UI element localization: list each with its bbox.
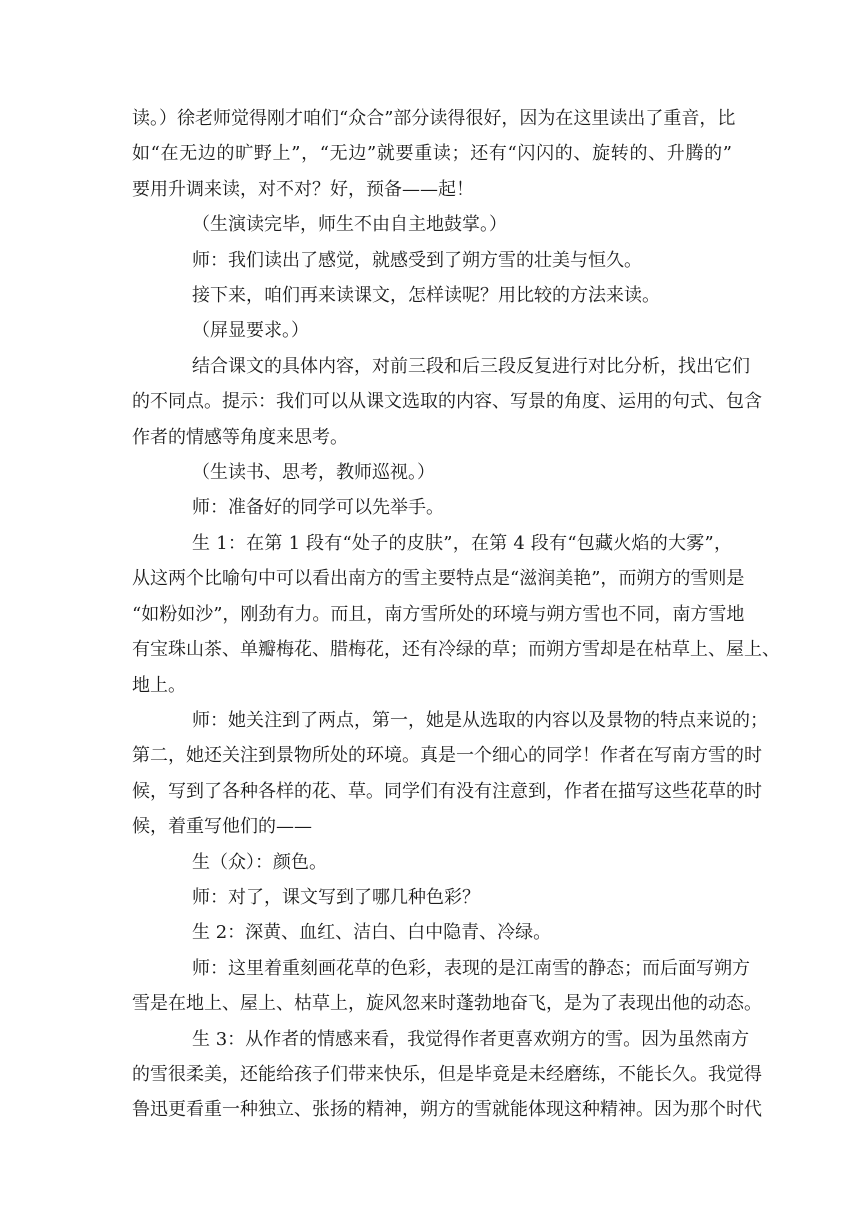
text-line: 如“在无边的旷野上”，“无边”就要重读；还有“闪闪的、旋转的、升腾的” (132, 143, 732, 165)
paragraph (132, 526, 780, 703)
paragraph (132, 207, 732, 242)
text-line: 结合课文的具体内容，对前三段和后三段反复进行对比分析，找出它们 (192, 355, 750, 377)
paragraph (132, 349, 762, 455)
text-line: “如粉如沙”，刚劲有力。而且，南方雪所处的环境与朔方雪也不同，南方雪地 (132, 603, 745, 625)
text-line: 作者的情感等角度来思考。 (132, 426, 348, 448)
paragraph (132, 880, 732, 915)
teacher-line: 师：这里着重刻画花草的色彩，表现的是江南雪的静态；而后面写朔方 (192, 957, 750, 979)
paragraph (132, 313, 732, 348)
paragraph (132, 490, 732, 525)
paragraph (132, 278, 732, 313)
teacher-line: 师：她关注到了两点，第一，她是从选取的内容以及景物的特点来说的； (192, 709, 768, 731)
paragraph (132, 703, 768, 845)
paragraph (132, 1022, 762, 1128)
text-line: 读。）徐老师觉得刚才咱们“众合”部分读得很好，因为在这里读出了重音，比 (132, 108, 736, 129)
text-line: 候，写到了各种各样的花、草。同学们有没有注意到，作者在描写这些花草的时 (132, 780, 762, 802)
student-line: 生 3：从作者的情感来看，我觉得作者更喜欢朔方的雪。因为虽然南方 (192, 1028, 750, 1050)
text-line: 地上。 (132, 674, 186, 696)
teacher-line: 师：对了，课文写到了哪几种色彩？ (192, 886, 480, 908)
text-line: 候，着重写他们的—— (132, 816, 312, 838)
text-line: 的不同点。提示：我们可以从课文选取的内容、写景的角度、运用的句式、包含 (132, 391, 762, 413)
paragraph (132, 915, 732, 950)
paragraph (132, 951, 762, 1022)
text-line: 从这两个比喻句中可以看出南方的雪主要特点是“滋润美艳”，而朔方的雪则是 (132, 568, 745, 590)
text-line: 第二，她还关注到景物所处的环境。真是一个细心的同学！作者在写南方雪的时 (132, 745, 762, 767)
paragraph (132, 243, 732, 278)
student-line: 生 1：在第 1 段有“处子的皮肤”，在第 4 段有“包藏火焰的大雾”， (192, 532, 732, 554)
paragraph (132, 455, 732, 490)
student-line: 生 2：深黄、血红、洁白、白中隐青、冷绿。 (192, 922, 552, 944)
text-line: 有宝珠山茶、单瓣梅花、腊梅花，还有冷绿的草；而朔方雪却是在枯草上、屋上、 (132, 639, 780, 661)
student-line: 生（众）：颜色。 (192, 851, 327, 873)
text-line: 的雪很柔美，还能给孩子们带来快乐，但是毕竟是未经磨练，不能长久。我觉得 (132, 1063, 762, 1085)
paragraph (132, 101, 736, 207)
stage-direction: （生演读完毕，师生不由自主地鼓掌。） (192, 214, 507, 236)
text-line: 鲁迅更看重一种独立、张扬的精神，朔方的雪就能体现这种精神。因为那个时代 (132, 1099, 762, 1121)
teacher-line: 师：准备好的同学可以先举手。 (192, 497, 444, 519)
teacher-line: 师：我们读出了感觉，就感受到了朔方雪的壮美与恒久。 (192, 249, 642, 271)
text-line: 要用升调来读，对不对？好，预备——起！ (132, 178, 474, 200)
stage-direction: （屏显要求。） (192, 320, 309, 342)
text-line: 接下来，咱们再来读课文，怎样读呢？用比较的方法来读。 (192, 285, 660, 307)
document-body (132, 101, 780, 1128)
text-line: 雪是在地上、屋上、枯草上，旋风忽来时蓬勃地奋飞，是为了表现出他的动态。 (132, 993, 762, 1015)
paragraph (132, 845, 732, 880)
stage-direction: （生读书、思考，教师巡视。） (192, 462, 435, 484)
